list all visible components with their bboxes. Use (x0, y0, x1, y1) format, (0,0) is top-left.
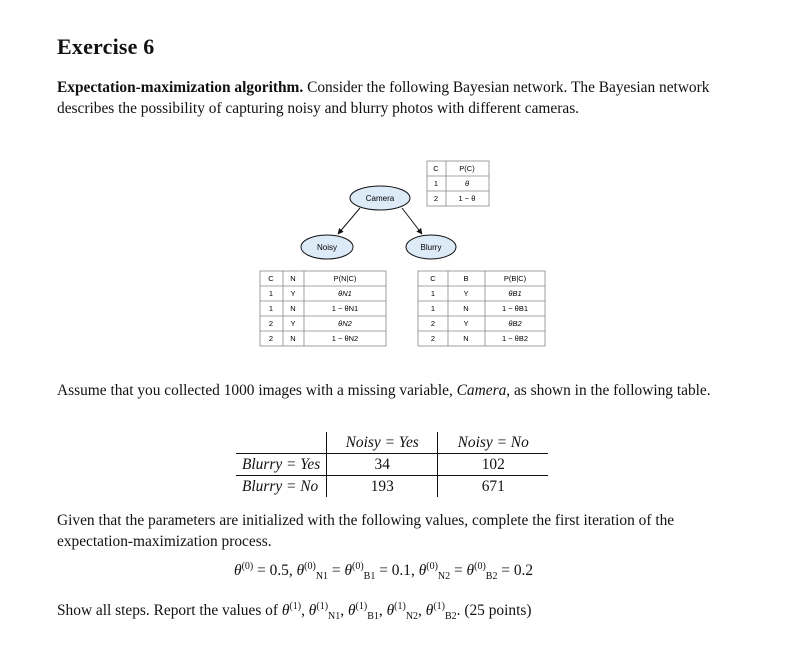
cpt-cell: 1 − θN2 (331, 334, 359, 343)
assume-text-var: Camera (456, 382, 507, 399)
cpt-cell: 1 − θB2 (501, 334, 529, 343)
show-text-before: Show all steps. Report the values of (57, 602, 278, 620)
cpt-header: C (430, 274, 436, 283)
cpt-cell: 1 (268, 289, 274, 298)
intro-text: Consider the following Bayesian network. The Bayesian network describes the possibility of capturing noisy and blurry photos with different cameras. (57, 79, 710, 117)
cpt-cell: 1 − θ (458, 194, 476, 203)
node-noisy-label: Noisy (316, 243, 338, 252)
cpt-cell: 1 (430, 289, 436, 298)
init-theta-n1-b1-value: 0.1 (391, 562, 411, 580)
cpt-cell: θN2 (338, 319, 352, 328)
edge-camera-noisy (338, 208, 360, 234)
node-camera (350, 186, 410, 210)
cpt-cell: N (290, 334, 296, 343)
cpt-cell: 1 (268, 304, 274, 313)
row-label: Blurry = No (242, 477, 319, 495)
cpt-cell: 2 (430, 319, 436, 328)
bayesian-network-diagram (0, 150, 802, 360)
cpt-cell: N (463, 304, 469, 313)
node-noisy (301, 235, 353, 259)
cpt-cell: N (290, 304, 296, 313)
cpt-cell: 1 (433, 179, 439, 188)
cpt-cell: 1 − θB1 (501, 304, 529, 313)
cpt-cell: N (463, 334, 469, 343)
cpt-header: P(C) (459, 164, 475, 173)
exercise-heading: Exercise 6 (57, 34, 155, 59)
intro-bold-lead: Expectation-maximization algorithm. (57, 79, 304, 96)
node-blurry-label: Blurry (420, 243, 442, 252)
cpt-cell: 2 (430, 334, 436, 343)
col-header: Noisy = Yes (327, 432, 438, 454)
cpt-cell: 2 (268, 319, 274, 328)
cpt-cell: 1 (430, 304, 436, 313)
count-cell: 193 (327, 476, 438, 498)
cpt-cell: Y (290, 289, 296, 298)
cpt-cell: 2 (433, 194, 439, 203)
cpt-cell: Y (463, 289, 469, 298)
cpt-cell: Y (463, 319, 469, 328)
edge-camera-blurry (402, 208, 422, 234)
cpt-cell: θB1 (508, 289, 522, 298)
assume-text-after: , as shown in the following table. (506, 382, 711, 399)
cpt-header: C (433, 164, 439, 173)
count-cell: 34 (327, 454, 438, 476)
assume-paragraph (57, 380, 747, 401)
cpt-cell: 1 − θN1 (331, 304, 359, 313)
cpt-header: P(N|C) (333, 274, 357, 283)
cpt-header: N (290, 274, 296, 283)
row-label: Blurry = Yes (236, 454, 327, 476)
cpt-header: C (268, 274, 274, 283)
cpt-blurry-table (418, 271, 545, 346)
init-theta-value: 0.5 (269, 562, 289, 580)
cpt-cell: θB2 (508, 319, 522, 328)
count-cell: 102 (438, 454, 549, 476)
cpt-header: P(B|C) (503, 274, 527, 283)
cpt-cell: Y (290, 319, 296, 328)
show-text-points: . (25 points) (456, 602, 532, 620)
cpt-noisy-table (260, 271, 386, 346)
counts-table (236, 432, 548, 497)
cpt-header: B (463, 274, 469, 283)
cpt-cell: θN1 (338, 289, 352, 298)
intro-paragraph (57, 77, 747, 119)
node-camera-label: Camera (365, 194, 395, 203)
init-equation: $\theta^{(0)} = 0.5$, $\theta^{(0)}_{N1} = \theta^{(0)}_{B1} = 0.1$, $\theta^{(0)}_{N2} = \theta^{(0)}_{B2} = 0.2$ (234, 561, 534, 583)
given-paragraph: Given that the parameters are initialized with the following values, complete the first iteration of the expectation-maximization process. (57, 512, 675, 550)
init-theta-n2-b2-value: 0.2 (513, 562, 534, 580)
count-cell: 671 (438, 476, 549, 498)
assume-text-before: Assume that you collected 1000 images with a missing variable, (57, 382, 453, 399)
cpt-cell: 2 (268, 334, 274, 343)
cpt-cell: θ (464, 179, 470, 188)
node-blurry (406, 235, 456, 259)
col-header: Noisy = No (438, 432, 549, 454)
show-paragraph: Show all steps. Report the values of $\theta^{(1)}$, $\theta^{(1)}_{N1}$, $\theta^{(1)}_{B1}$, $\theta^{(1)}_{N2}$, $\theta^{(1)}_{B2}$. (25 points) (57, 601, 532, 623)
cpt-camera-table (427, 161, 489, 206)
